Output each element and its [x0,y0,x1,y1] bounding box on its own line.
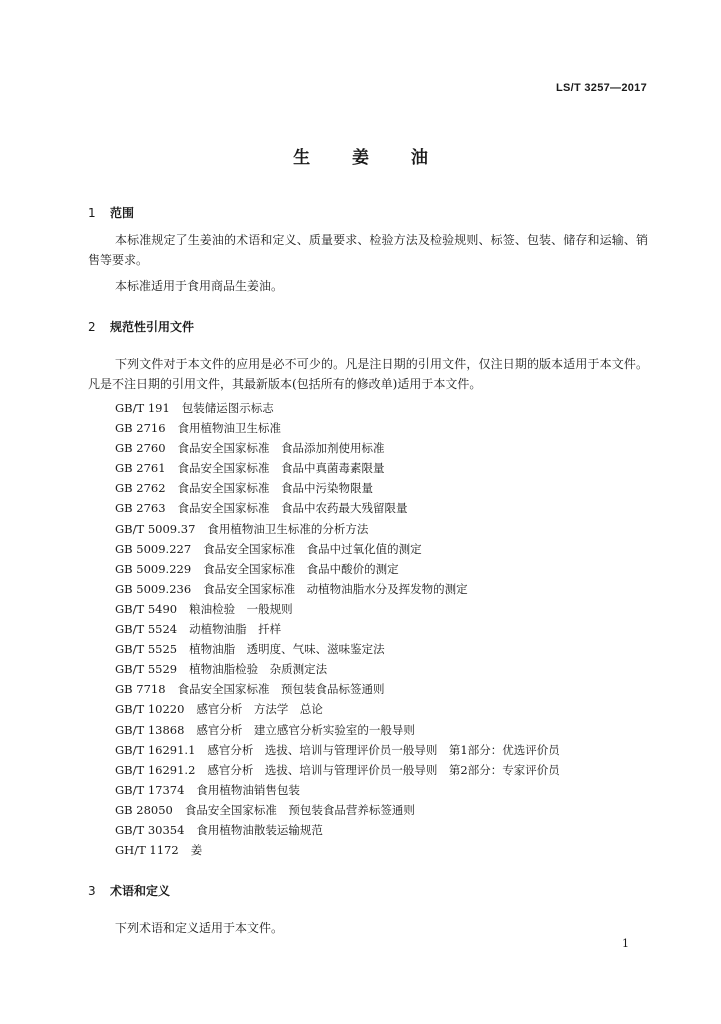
reference-item [115,478,560,498]
reference-item [115,559,560,579]
reference-name: 食品安全国家标准 食品中污染物限量 [177,481,374,496]
reference-item [115,679,560,699]
reference-code: GB 5009.229 [115,561,192,576]
section-number: 1 [88,206,96,220]
page-number: 1 [622,937,629,950]
section-title: 术语和定义 [110,884,171,898]
reference-item [115,619,560,639]
reference-code: GB 2763 [115,501,166,516]
reference-name: 植物油脂检验 杂质测定法 [189,662,328,677]
reference-name: 食品安全国家标准 食品添加剂使用标准 [177,441,385,456]
scope-paragraph-2: 本标准适用于食用商品生姜油。 [115,279,284,293]
reference-name: 感官分析 方法学 总论 [196,702,323,717]
reference-code: GB/T 17374 [115,782,185,797]
section-number: 2 [88,320,96,334]
reference-name: 食品安全国家标准 食品中农药最大残留限量 [177,501,408,516]
reference-item [115,458,560,478]
reference-name: 食用植物油卫生标准 [177,421,282,436]
section-title: 规范性引用文件 [110,320,195,334]
terms-intro-paragraph: 下列术语和定义适用于本文件。 [115,921,284,935]
reference-code: GB/T 10220 [115,702,185,717]
reference-code: GB 5009.236 [115,581,192,596]
reference-name: 姜 [190,843,203,858]
reference-name: 感官分析 选拔、培训与管理评价员一般导则 第2部分：专家评价员 [207,762,560,777]
reference-item [115,800,560,820]
reference-name: 食品安全国家标准 预包装食品标签通则 [177,682,385,697]
reference-code: GB 2761 [115,461,166,476]
reference-code: GH/T 1172 [115,843,179,858]
reference-item [115,659,560,679]
reference-name: 植物油脂 透明度、气味、滋味鉴定法 [189,642,385,657]
reference-code: GB/T 30354 [115,822,185,837]
reference-name: 包装储运图示标志 [181,401,274,415]
reference-name: 感官分析 选拔、培训与管理评价员一般导则 第1部分：优选评价员 [207,742,560,757]
reference-item [115,699,560,719]
reference-code: GB 2762 [115,481,166,496]
reference-code: GB 2716 [115,421,166,436]
reference-code: GB/T 5490 [115,601,178,616]
reference-item [115,740,560,760]
reference-code: GB/T 5529 [115,662,178,677]
section-title: 范围 [110,206,135,220]
reference-code: GB/T 16291.2 [115,762,196,777]
reference-name: 感官分析 建立感官分析实验室的一般导则 [196,722,415,737]
reference-code: GB/T 5524 [115,622,178,637]
reference-code: GB/T 5525 [115,642,178,657]
section-heading-normative-references [88,318,194,335]
reference-item [115,519,560,539]
reference-item [115,438,560,458]
section-heading-terms-and-definitions [88,882,170,899]
reference-item [115,498,560,518]
reference-name: 动植物油脂 扦样 [189,622,282,637]
reference-item [115,599,560,619]
reference-list [115,398,560,860]
scope-paragraph-1: 本标准规定了生姜油的术语和定义、质量要求、检验方法及检验规则、标签、包装、储存和运输、销售等要求。 [88,233,648,267]
reference-name: 粮油检验 一般规则 [189,601,293,616]
reference-item [115,760,560,780]
reference-item [115,539,560,559]
references-intro-paragraph: 下列文件对于本文件的应用是必不可少的。凡是注日期的引用文件，仅注日期的版本适用于本文件。凡是不注日期的引用文件，其最新版本(包括所有的修改单)适用于本文件。 [88,357,648,391]
reference-item [115,820,560,840]
reference-item [115,398,560,418]
reference-item [115,418,560,438]
reference-item [115,579,560,599]
reference-name: 食用植物油卫生标准的分析方法 [207,521,369,536]
section-number: 3 [88,884,96,898]
reference-code: GB/T 5009.37 [115,521,196,536]
reference-name: 食品安全国家标准 食品中过氧化值的测定 [203,541,422,556]
reference-code: GB 2760 [115,441,166,456]
reference-item [115,720,560,740]
reference-item [115,840,560,860]
reference-code: GB/T 16291.1 [115,742,196,757]
reference-code: GB/T 191 [115,401,170,415]
reference-item [115,780,560,800]
reference-name: 食品安全国家标准 动植物油脂水分及挥发物的测定 [203,581,468,596]
reference-code: GB/T 13868 [115,722,185,737]
section-heading-scope [88,204,134,221]
reference-code: GB 28050 [115,802,173,817]
reference-item [115,639,560,659]
reference-name: 食品安全国家标准 食品中酸价的测定 [203,561,399,576]
reference-name: 食品安全国家标准 预包装食品营养标签通则 [184,802,415,817]
standard-code: LS/T 3257—2017 [555,82,647,94]
reference-code: GB 5009.227 [115,541,192,556]
reference-name: 食品安全国家标准 食品中真菌毒素限量 [177,461,385,476]
document-title: 生 姜 油 [293,148,446,168]
reference-code: GB 7718 [115,682,166,697]
reference-name: 食用植物油销售包装 [196,782,300,797]
reference-name: 食用植物油散装运输规范 [196,822,323,837]
